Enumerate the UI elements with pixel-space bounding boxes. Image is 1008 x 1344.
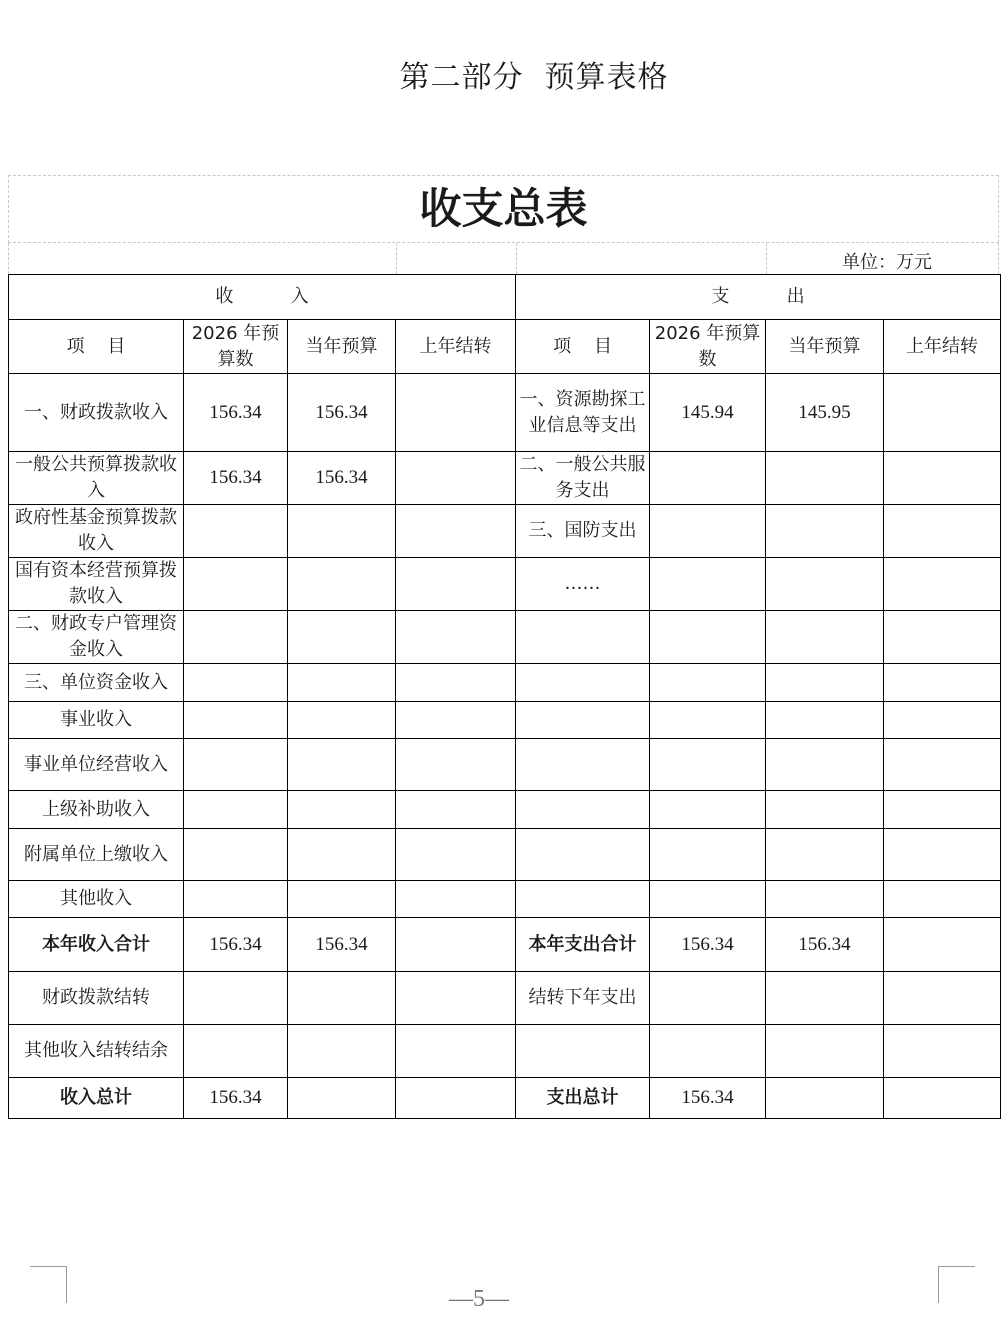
income-item: 收入总计 bbox=[9, 1078, 184, 1119]
expense-current bbox=[766, 1025, 884, 1078]
expense-item bbox=[516, 829, 650, 881]
income-item: 一般公共预算拨款收入 bbox=[9, 452, 184, 505]
expense-current bbox=[766, 739, 884, 791]
income-total bbox=[184, 505, 288, 558]
table-title: 收支总表 bbox=[8, 175, 999, 243]
income-current: 156.34 bbox=[288, 374, 396, 452]
expense-total bbox=[650, 702, 766, 739]
expense-carry bbox=[884, 1078, 1001, 1119]
table-row bbox=[9, 881, 1001, 918]
expense-current bbox=[766, 611, 884, 664]
expense-item: 结转下年支出 bbox=[516, 972, 650, 1025]
expense-carry bbox=[884, 1025, 1001, 1078]
income-item: 上级补助收入 bbox=[9, 791, 184, 829]
section-heading: 第二部分 预算表格 bbox=[399, 60, 669, 95]
expense-total: 156.34 bbox=[650, 918, 766, 972]
income-item: 附属单位上缴收入 bbox=[9, 829, 184, 881]
col-header-income-carry: 上年结转 bbox=[396, 320, 516, 374]
income-current bbox=[288, 791, 396, 829]
income-current: 156.34 bbox=[288, 918, 396, 972]
income-current bbox=[288, 972, 396, 1025]
expense-total bbox=[650, 739, 766, 791]
expense-carry bbox=[884, 702, 1001, 739]
income-carry bbox=[396, 791, 516, 829]
expense-current bbox=[766, 702, 884, 739]
income-current bbox=[288, 829, 396, 881]
expense-item: 一、资源勘探工业信息等支出 bbox=[516, 374, 650, 452]
income-carry bbox=[396, 664, 516, 702]
expense-item bbox=[516, 1025, 650, 1078]
expense-current: 156.34 bbox=[766, 918, 884, 972]
table-row bbox=[9, 791, 1001, 829]
expense-carry bbox=[884, 664, 1001, 702]
table-row bbox=[9, 1025, 1001, 1078]
income-total: 156.34 bbox=[184, 452, 288, 505]
expense-current bbox=[766, 505, 884, 558]
expense-item bbox=[516, 881, 650, 918]
expense-total bbox=[650, 1025, 766, 1078]
income-total bbox=[184, 791, 288, 829]
income-carry bbox=[396, 918, 516, 972]
expense-current bbox=[766, 1078, 884, 1119]
page-number: —5— bbox=[449, 1286, 509, 1312]
table-row bbox=[9, 702, 1001, 739]
expense-carry bbox=[884, 452, 1001, 505]
expense-current bbox=[766, 664, 884, 702]
table-row bbox=[9, 1078, 1001, 1119]
income-item: 其他收入结转结余 bbox=[9, 1025, 184, 1078]
expense-carry bbox=[884, 739, 1001, 791]
expense-carry bbox=[884, 829, 1001, 881]
income-current bbox=[288, 611, 396, 664]
income-carry bbox=[396, 452, 516, 505]
expense-item bbox=[516, 791, 650, 829]
table-row bbox=[9, 558, 1001, 611]
col-header-income-current: 当年预算 bbox=[288, 320, 396, 374]
income-carry bbox=[396, 702, 516, 739]
expense-total bbox=[650, 664, 766, 702]
income-carry bbox=[396, 558, 516, 611]
col-header-income-item: 项 目 bbox=[9, 320, 184, 374]
unit-row-divider bbox=[516, 243, 517, 274]
expense-total: 145.94 bbox=[650, 374, 766, 452]
expense-item bbox=[516, 702, 650, 739]
income-carry bbox=[396, 611, 516, 664]
col-header-expense-item: 项 目 bbox=[516, 320, 650, 374]
income-total bbox=[184, 829, 288, 881]
col-header-expense-current: 当年预算 bbox=[766, 320, 884, 374]
table-row bbox=[9, 829, 1001, 881]
expense-total bbox=[650, 505, 766, 558]
table-frame bbox=[8, 175, 999, 274]
expense-carry bbox=[884, 881, 1001, 918]
unit-row-divider bbox=[766, 243, 767, 274]
col-header-expense-carry: 上年结转 bbox=[884, 320, 1001, 374]
expense-current bbox=[766, 791, 884, 829]
expense-total bbox=[650, 791, 766, 829]
table-row bbox=[9, 611, 1001, 664]
expense-total bbox=[650, 881, 766, 918]
expense-total bbox=[650, 558, 766, 611]
income-total bbox=[184, 972, 288, 1025]
income-item: 事业单位经营收入 bbox=[9, 739, 184, 791]
income-current bbox=[288, 558, 396, 611]
col-header-income-total: 2026 年预算数 bbox=[184, 320, 288, 374]
table-column-header-row bbox=[9, 320, 1001, 374]
expense-carry bbox=[884, 505, 1001, 558]
expense-current bbox=[766, 829, 884, 881]
income-current bbox=[288, 702, 396, 739]
unit-row bbox=[8, 243, 999, 274]
expense-carry bbox=[884, 918, 1001, 972]
expense-carry bbox=[884, 374, 1001, 452]
expense-current bbox=[766, 972, 884, 1025]
income-total bbox=[184, 558, 288, 611]
income-item: 财政拨款结转 bbox=[9, 972, 184, 1025]
income-item: 一、财政拨款收入 bbox=[9, 374, 184, 452]
income-item: 事业收入 bbox=[9, 702, 184, 739]
income-current bbox=[288, 1078, 396, 1119]
income-total bbox=[184, 1025, 288, 1078]
expense-carry bbox=[884, 972, 1001, 1025]
expense-item: 本年支出合计 bbox=[516, 918, 650, 972]
income-carry bbox=[396, 739, 516, 791]
expense-item: 二、一般公共服务支出 bbox=[516, 452, 650, 505]
budget-summary-table bbox=[8, 274, 1001, 1119]
expense-total bbox=[650, 611, 766, 664]
expense-current bbox=[766, 558, 884, 611]
income-total bbox=[184, 739, 288, 791]
expense-item bbox=[516, 611, 650, 664]
income-carry bbox=[396, 1078, 516, 1119]
expense-item bbox=[516, 664, 650, 702]
income-current bbox=[288, 664, 396, 702]
table-row bbox=[9, 505, 1001, 558]
income-current bbox=[288, 739, 396, 791]
page-corner-mark-left bbox=[30, 1266, 67, 1303]
unit-row-divider bbox=[396, 243, 397, 274]
income-total: 156.34 bbox=[184, 374, 288, 452]
table-section-header-row bbox=[9, 275, 1001, 320]
income-current: 156.34 bbox=[288, 452, 396, 505]
expense-item: 支出总计 bbox=[516, 1078, 650, 1119]
unit-label: 单位：万元 bbox=[842, 252, 932, 273]
expense-current: 145.95 bbox=[766, 374, 884, 452]
income-item: 本年收入合计 bbox=[9, 918, 184, 972]
table-row bbox=[9, 664, 1001, 702]
expense-total: 156.34 bbox=[650, 1078, 766, 1119]
expense-total bbox=[650, 829, 766, 881]
income-carry bbox=[396, 374, 516, 452]
expense-total bbox=[650, 452, 766, 505]
income-carry bbox=[396, 505, 516, 558]
table-row bbox=[9, 452, 1001, 505]
income-total bbox=[184, 881, 288, 918]
income-carry bbox=[396, 1025, 516, 1078]
income-item: 国有资本经营预算拨款收入 bbox=[9, 558, 184, 611]
income-total bbox=[184, 664, 288, 702]
expense-header: 支 出 bbox=[516, 275, 1001, 320]
income-item: 三、单位资金收入 bbox=[9, 664, 184, 702]
income-carry bbox=[396, 881, 516, 918]
income-item: 政府性基金预算拨款收入 bbox=[9, 505, 184, 558]
expense-item: …… bbox=[516, 558, 650, 611]
expense-carry bbox=[884, 558, 1001, 611]
income-header: 收 入 bbox=[9, 275, 516, 320]
income-item: 其他收入 bbox=[9, 881, 184, 918]
income-total: 156.34 bbox=[184, 1078, 288, 1119]
expense-item: 三、国防支出 bbox=[516, 505, 650, 558]
page-corner-mark-right bbox=[938, 1266, 975, 1303]
table-row bbox=[9, 374, 1001, 452]
income-carry bbox=[396, 972, 516, 1025]
income-item: 二、财政专户管理资金收入 bbox=[9, 611, 184, 664]
expense-carry bbox=[884, 611, 1001, 664]
income-carry bbox=[396, 829, 516, 881]
table-row bbox=[9, 739, 1001, 791]
table-row bbox=[9, 918, 1001, 972]
expense-current bbox=[766, 881, 884, 918]
expense-current bbox=[766, 452, 884, 505]
income-current bbox=[288, 1025, 396, 1078]
expense-total bbox=[650, 972, 766, 1025]
income-total bbox=[184, 611, 288, 664]
income-total bbox=[184, 702, 288, 739]
income-total: 156.34 bbox=[184, 918, 288, 972]
expense-carry bbox=[884, 791, 1001, 829]
income-current bbox=[288, 505, 396, 558]
income-current bbox=[288, 881, 396, 918]
table-row bbox=[9, 972, 1001, 1025]
col-header-expense-total: 2026 年预算数 bbox=[650, 320, 766, 374]
expense-item bbox=[516, 739, 650, 791]
